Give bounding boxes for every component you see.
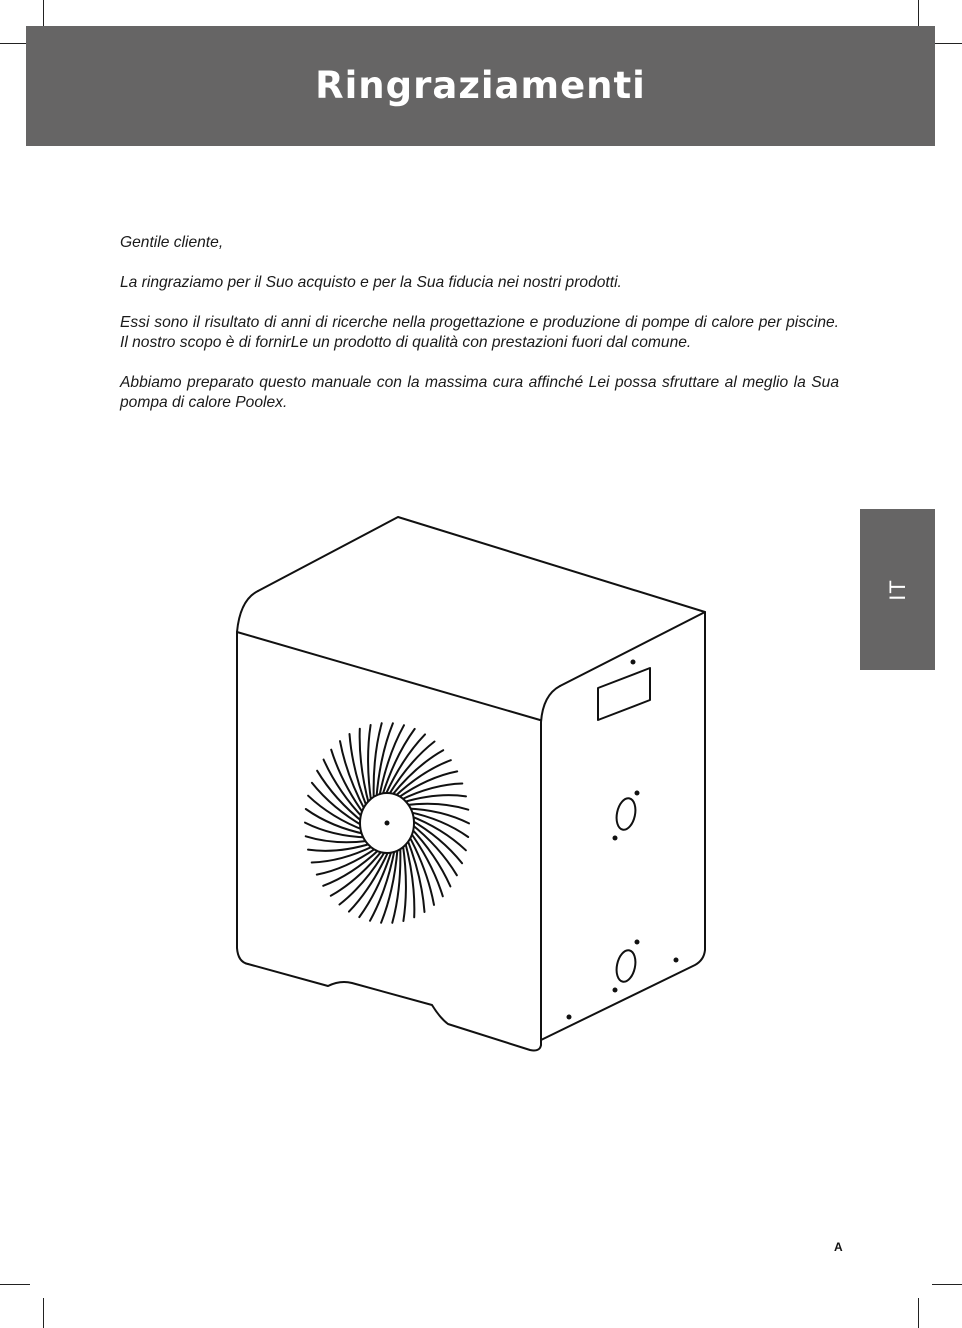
paragraph-research: Essi sono il risultato di anni di ricerche nella progettazione e produzione di pompe di calore per piscine. Il nostro scopo è di fornirLe un prodotto di qualità con prestazioni fuori dal comune.	[120, 314, 839, 351]
fan-blade	[403, 844, 406, 922]
fan-blade	[308, 844, 371, 851]
crop-mark	[0, 1284, 30, 1285]
heat-pump-illustration-icon	[230, 510, 710, 1055]
intro-text	[120, 233, 839, 433]
language-tab	[860, 509, 935, 670]
fan-blade	[400, 784, 462, 801]
header-band	[26, 26, 935, 146]
language-label: IT	[884, 578, 910, 601]
crop-mark	[932, 1284, 962, 1285]
fan-blade	[312, 846, 374, 863]
crop-mark	[43, 1298, 44, 1328]
fan-blade	[403, 795, 466, 802]
page-title: Ringraziamenti	[315, 63, 646, 107]
crop-mark	[918, 1298, 919, 1328]
crop-mark	[932, 43, 962, 44]
greeting: Gentile cliente,	[120, 234, 224, 251]
paragraph-thanks: La ringraziamo per il Suo acquisto e per la Sua fiducia nei nostri prodotti.	[120, 274, 622, 291]
paragraph-manual: Abbiamo preparato questo manuale con la massima cura affinché Lei possa sfruttare al meglio la Sua pompa di calore Poolex.	[120, 374, 839, 411]
page-letter: A	[834, 1240, 843, 1254]
fan-blade	[368, 725, 371, 803]
